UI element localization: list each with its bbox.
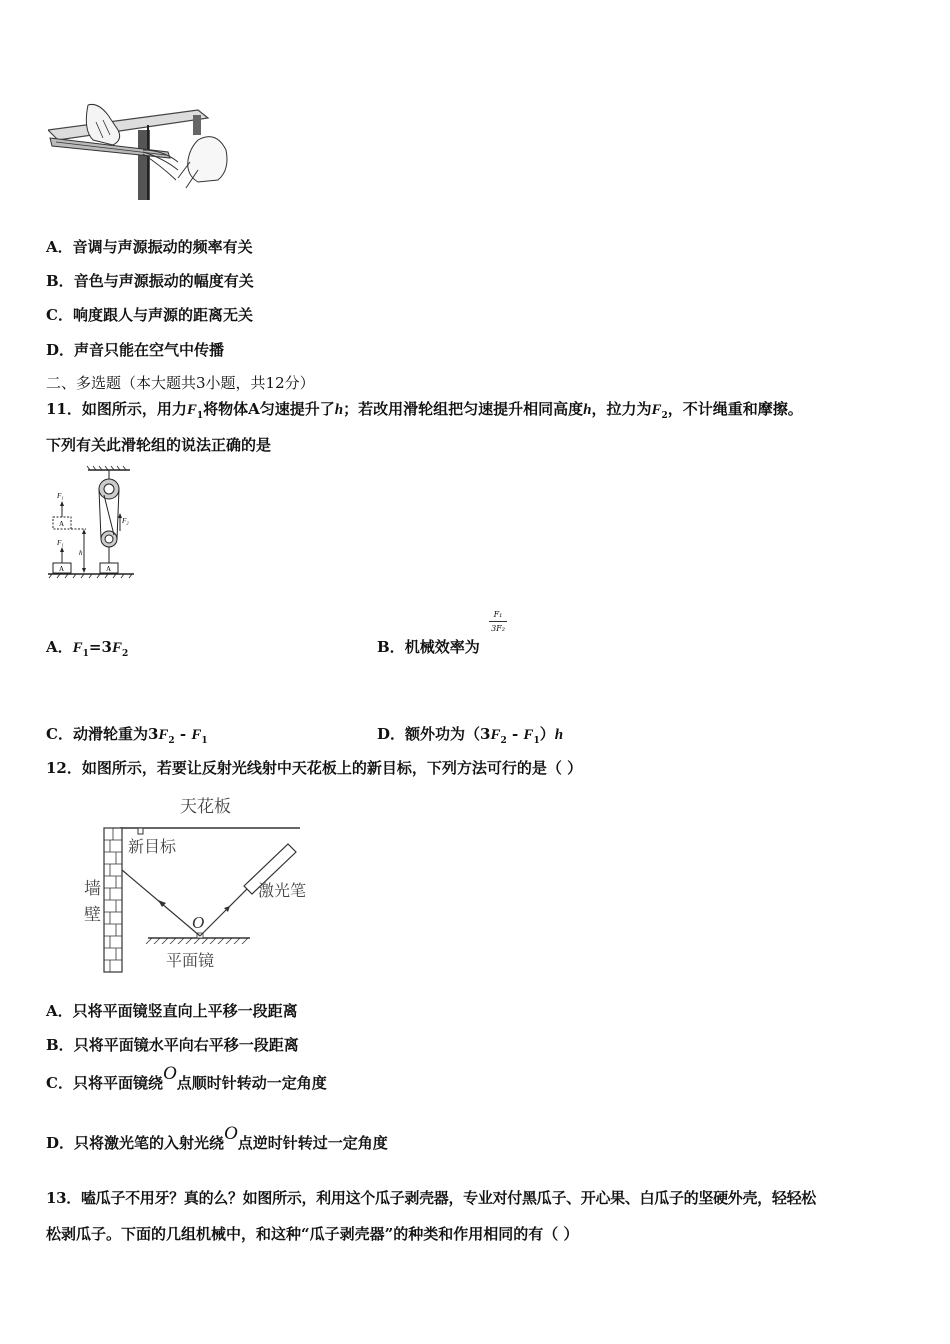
pulley-f1-bottom-label: F₁ — [57, 539, 64, 547]
q12-option-a: A．只将平面镜竖直向上平移一段距离 — [46, 1002, 298, 1020]
laser-label: 激光笔 — [258, 881, 307, 900]
q10-option-a: A．音调与声源振动的频率有关 — [46, 238, 253, 256]
q12-option-b: B．只将平面镜水平向右平移一段距离 — [46, 1036, 299, 1054]
q11-stem-line2: 下列有关此滑轮组的说法正确的是 — [46, 436, 272, 454]
q11-stem-line1: 11．如图所示，用力$F_1$将物体A匀速提升了h；若改用滑轮组把匀速提升相同高度h，拉力为$F_2$，不计绳重和摩擦。 — [46, 400, 803, 421]
q11-option-b-frac-den: 3F₂ — [491, 624, 505, 633]
pulley-figure — [48, 465, 138, 580]
target-label: 新目标 — [128, 837, 177, 856]
q11-option-d: D．额外功为$(3F_2 - F_1)h$ — [377, 725, 564, 746]
q12-option-d: D．只将激光笔的入射光绕O点逆时针转过一定角度 — [46, 1123, 388, 1152]
q11-option-b-frac-line — [489, 621, 507, 622]
q12-stem: 12．如图所示，若要让反射光线射中天花板上的新目标，下列方法可行的是（ ） — [46, 759, 583, 777]
pulley-h-label: h — [79, 549, 83, 557]
q10-option-d: D．声音只能在空气中传播 — [46, 341, 225, 359]
q12-option-c: C．只将平面镜绕O点顺时针转动一定角度 — [46, 1063, 327, 1092]
pulley-block-a-label: A — [106, 565, 112, 573]
pulley-f1-top-label: F₁ — [57, 492, 64, 500]
pulley-f2-label: F₂ — [122, 517, 129, 525]
q11-option-b-frac-num: F₁ — [493, 610, 503, 619]
mirror-laser-figure — [80, 790, 320, 980]
wall-label-1: 墙 — [84, 879, 101, 899]
left-block-a-label: A — [59, 565, 65, 573]
left-dashed-block-a-label: A — [59, 520, 65, 528]
q13-stem-line1: 13．嗑瓜子不用牙？真的么？如图所示，利用这个瓜子剥壳器，专业对付黑瓜子、开心果、白瓜子的坚硬外壳，轻轻松 — [46, 1189, 816, 1207]
q10-option-b: B．音色与声源振动的幅度有关 — [46, 272, 254, 290]
q11-option-b: B．机械效率为 — [377, 638, 480, 656]
wall-label-2: 壁 — [84, 905, 101, 925]
ruler-table-figure — [48, 100, 233, 204]
point-o-label: O — [192, 913, 205, 932]
ceiling-label: 天花板 — [180, 797, 231, 817]
section-2-heading: 二、多选题（本大题共3小题，共12分） — [46, 374, 315, 392]
q11-option-c: C．动滑轮重为$3F_2 - F_1$ — [46, 725, 208, 746]
q10-option-c: C．响度跟人与声源的距离无关 — [46, 306, 253, 324]
q13-stem-line2: 松剥瓜子。下面的几组机械中，和这种“瓜子剥壳器”的种类和作用相同的有（ ） — [46, 1225, 579, 1243]
mirror-label: 平面镜 — [166, 951, 215, 970]
q11-option-a: A．$F_1=3F_2$ — [46, 638, 129, 659]
